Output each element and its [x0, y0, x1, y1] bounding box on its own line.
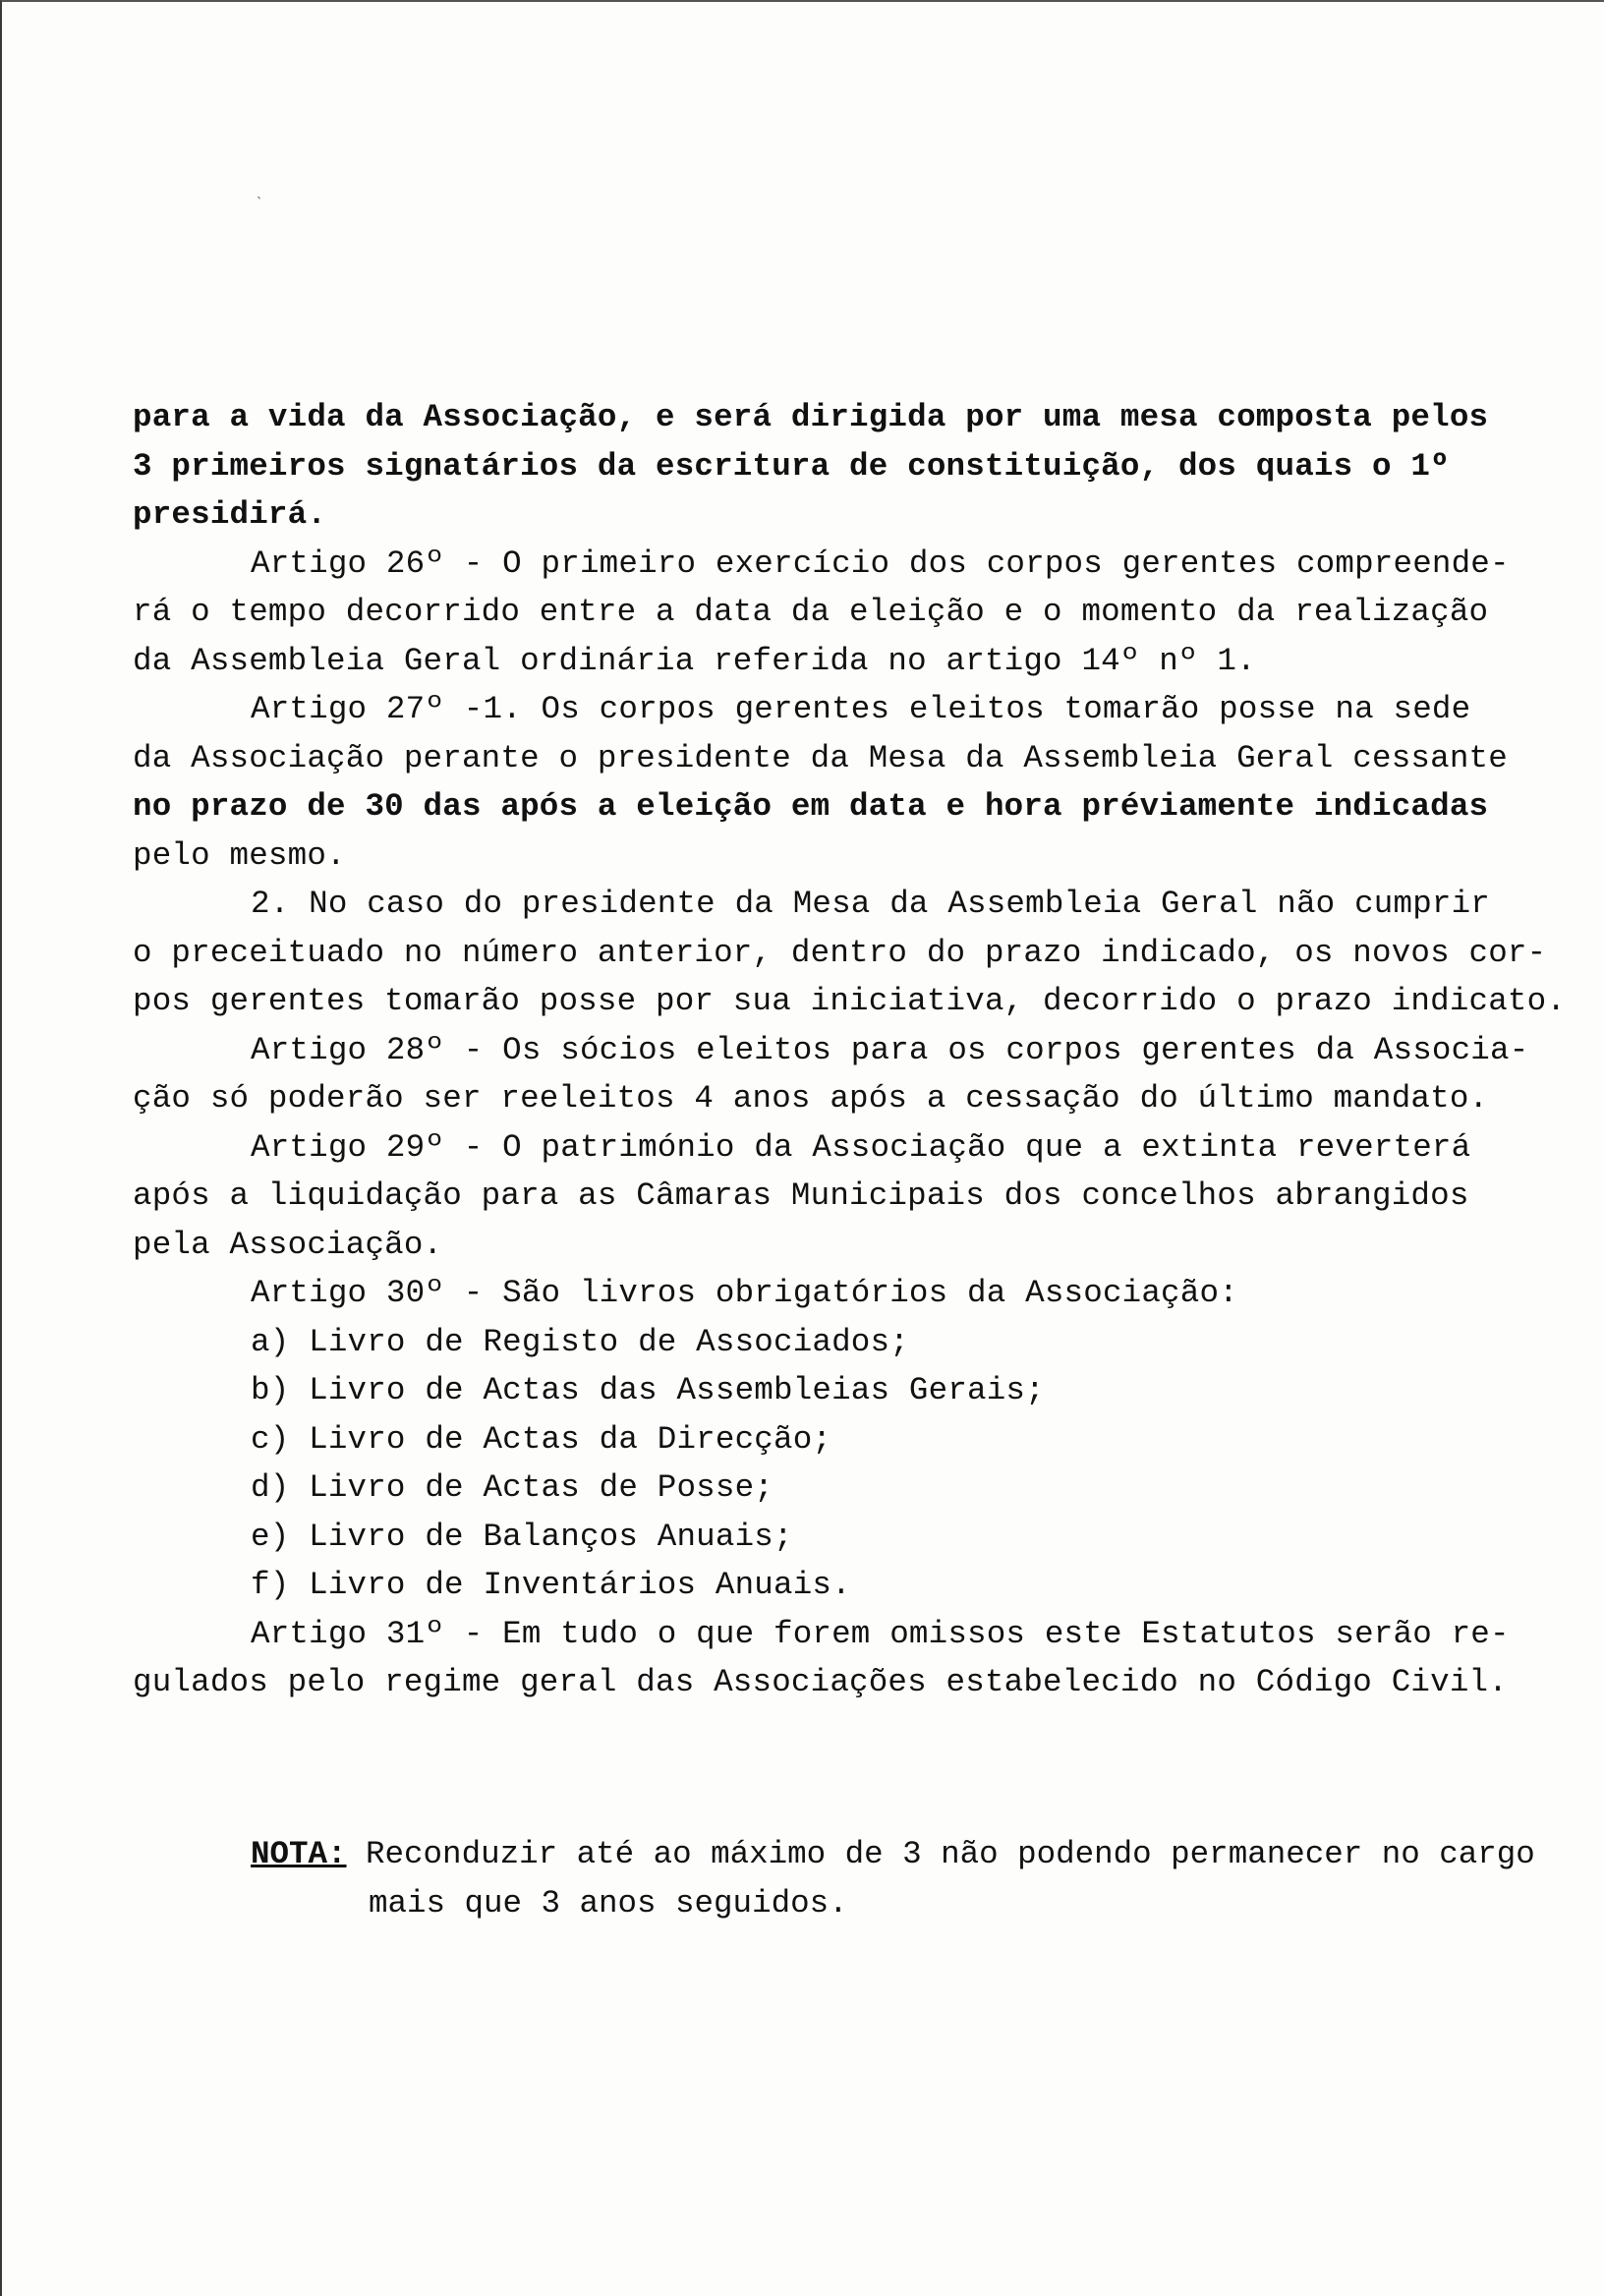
- article-30-item: b) Livro de Actas das Assembleias Gerais;: [251, 1372, 1045, 1408]
- article-31-line: Artigo 31º - Em tudo o que forem omissos este Estatutos serão re-: [251, 1615, 1510, 1652]
- article-30-item: c) Livro de Actas da Direcção;: [251, 1420, 832, 1458]
- article-28-line: ção só poderão ser reeleitos 4 anos após a cessação do último mandato.: [133, 1080, 1489, 1117]
- text-line: presidirá.: [133, 496, 327, 533]
- article-29-line: após a liquidação para as Câmaras Municipais dos concelhos abrangidos: [133, 1177, 1469, 1214]
- note-label: NOTA:: [251, 1836, 347, 1872]
- article-26-line: da Assembleia Geral ordinária referida no artigo 14º nº 1.: [133, 642, 1256, 679]
- article-30-heading: Artigo 30º - São livros obrigatórios da Associação:: [251, 1275, 1238, 1311]
- text-line: para a vida da Associação, e será dirigida por uma mesa composta pelos: [133, 399, 1489, 435]
- article-30-item: a) Livro de Registo de Associados;: [251, 1323, 909, 1360]
- article-27-2-line: pos gerentes tomarão posse por sua iniciativa, decorrido o prazo indicato.: [133, 983, 1567, 1019]
- article-30-item: f) Livro de Inventários Anuais.: [251, 1567, 851, 1603]
- text-line: 3 primeiros signatários da escritura de constituição, dos quais o 1º: [133, 447, 1450, 485]
- article-27-line: no prazo de 30 das após a eleição em data e hora préviamente indicadas: [133, 788, 1489, 825]
- article-26-line: Artigo 26º - O primeiro exercício dos corpos gerentes compreende-: [251, 545, 1510, 582]
- article-27-line: da Associação perante o presidente da Mesa da Assembleia Geral cessante: [133, 739, 1508, 776]
- scan-speck: ˎ: [254, 182, 264, 201]
- article-27-line: Artigo 27º -1. Os corpos gerentes eleitos tomarão posse na sede: [251, 691, 1471, 727]
- article-27-2-line: 2. No caso do presidente da Mesa da Assembleia Geral não cumprir: [251, 886, 1491, 922]
- note-first-line: [251, 1830, 1597, 1879]
- article-30-item: e) Livro de Balanços Anuais;: [251, 1518, 793, 1555]
- note-text-line2: mais que 3 anos seguidos.: [369, 1884, 848, 1922]
- article-30-item: d) Livro de Actas de Posse;: [251, 1469, 773, 1506]
- article-27-2-line: o preceituado no número anterior, dentro do prazo indicado, os novos cor-: [133, 934, 1547, 971]
- article-31-line: gulados pelo regime geral das Associações estabelecido no Código Civil.: [133, 1664, 1508, 1700]
- article-29-line: Artigo 29º - O património da Associação que a extinta reverterá: [251, 1128, 1471, 1166]
- note-block: [251, 1830, 1597, 1927]
- article-28-line: Artigo 28º - Os sócios eleitos para os corpos gerentes da Associa-: [251, 1031, 1529, 1068]
- statutes-text: [133, 393, 1597, 1707]
- article-29-line: pela Associação.: [133, 1226, 443, 1263]
- article-27-line: pelo mesmo.: [133, 836, 346, 874]
- note-text-line1: Reconduzir até ao máximo de 3 não podendo permanecer no cargo: [366, 1836, 1535, 1872]
- article-26-line: rá o tempo decorrido entre a data da eleição e o momento da realização: [133, 594, 1489, 630]
